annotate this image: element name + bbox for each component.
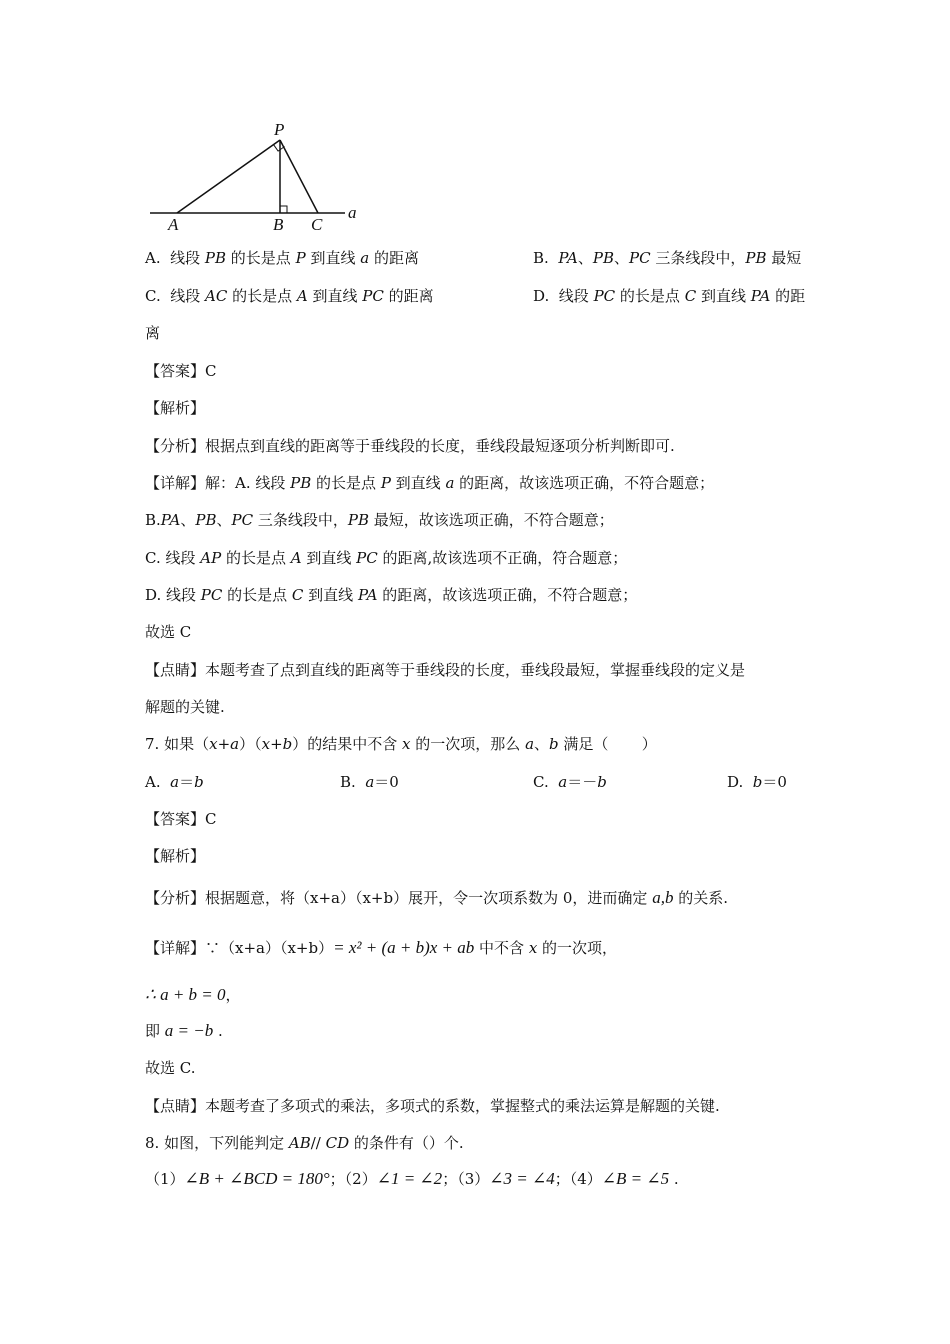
- q6-dianjing-1: 【点睛】本题考查了点到直线的距离等于垂线段的长度，垂线段最短，掌握垂线段的定义是: [145, 661, 746, 679]
- q7-stem: 7. 如果（x+a）（x+b）的结果中不含 x 的一次项，那么 a、b 满足（ ）: [145, 735, 657, 753]
- geometry-figure: [140, 118, 360, 233]
- q6-dianjing-2: 解题的关键.: [145, 698, 225, 716]
- q6-answer: 【答案】C: [145, 362, 217, 380]
- q6-detail-1: 【详解】解：A. 线段 PB 的长是点 P 到直线 a 的距离，故该选项正确，不符合题意；: [145, 474, 715, 492]
- label-c: C: [311, 215, 323, 233]
- q8-stem: 8. 如图，下列能判定 AB// CD 的条件有（）个.: [145, 1134, 464, 1152]
- q6-detail-4: D. 线段 PC 的长是点 C 到直线 PA 的距离，故该选项正确，不符合题意；: [145, 586, 638, 604]
- q7-option-a: A. a＝b: [145, 773, 204, 791]
- q6-detail-2: B.PA、PB、PC 三条线段中，PB 最短，故该选项正确，不符合题意；: [145, 511, 614, 529]
- q7-detail: 【详解】∵（x+a）（x+b）= x² + (a + b)x + ab 中不含 x 的一次项，: [145, 938, 618, 957]
- label-a: A: [168, 215, 179, 233]
- q6-option-d: D. 线段 PC 的长是点 C 到直线 PA 的距: [533, 287, 806, 305]
- q6-option-c: C. 线段 AC 的长是点 A 到直线 PC 的距离: [145, 287, 434, 305]
- q7-option-d: D. b＝0: [727, 773, 787, 791]
- q6-fenxi: 【分析】根据点到直线的距离等于垂线段的长度，垂线段最短逐项分析判断即可.: [145, 437, 675, 455]
- q8-conditions: （1）∠B + ∠BCD = 180°；（2）∠1 = ∠2；（3）∠3 = ∠4；（4）∠B = ∠5 .: [145, 1169, 679, 1188]
- q7-answer: 【答案】C: [145, 810, 217, 828]
- q7-option-c: C. a＝－b: [533, 773, 607, 791]
- q7-jiexi: 【解析】: [145, 847, 206, 865]
- q7-therefore: ∴ a + b = 0，: [145, 985, 241, 1004]
- q6-option-b: B. PA、PB、PC 三条线段中，PB 最短: [533, 249, 802, 267]
- segment-pc: [280, 140, 318, 213]
- q6-jiexi: 【解析】: [145, 399, 206, 417]
- q7-ji: 即 a = −b .: [145, 1021, 223, 1040]
- q6-option-d-cont: 离: [145, 324, 161, 342]
- label-p: P: [274, 120, 285, 139]
- q7-dianjing: 【点睛】本题考查了多项式的乘法，多项式的系数，掌握整式的乘法运算是解题的关键.: [145, 1097, 720, 1115]
- q6-option-a: A. 线段 PB 的长是点 P 到直线 a 的距离: [145, 249, 419, 267]
- q7-fenxi: 【分析】根据题意，将（x+a）（x+b）展开，令一次项系数为 0，进而确定 a,b 的关系.: [145, 888, 728, 907]
- q6-choose: 故选 C: [145, 623, 192, 641]
- q7-option-b: B. a＝0: [340, 773, 399, 791]
- segment-pa: [177, 140, 280, 213]
- label-line-a: a: [348, 203, 357, 222]
- right-angle-mark-b: [280, 206, 287, 213]
- q7-choose: 故选 C.: [145, 1059, 196, 1077]
- q6-detail-3: C. 线段 AP 的长是点 A 到直线 PC 的距离,故该选项不正确，符合题意；: [145, 549, 628, 567]
- label-b: B: [273, 215, 284, 233]
